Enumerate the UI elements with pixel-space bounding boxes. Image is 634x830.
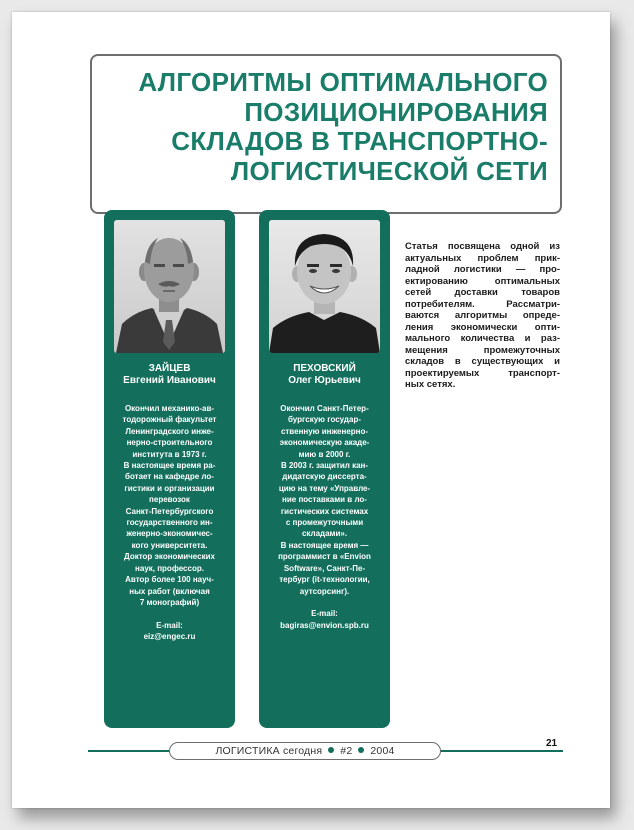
author-name <box>261 363 388 387</box>
bio-line: Окончил механико-ав- <box>124 404 215 413</box>
author-given-names: Олег Юрьевич <box>288 375 361 386</box>
bio-line: бургскую государ- <box>287 415 362 425</box>
bio-line: ных работ (включая <box>129 586 210 596</box>
bio-line: ние поставками в ло- <box>282 495 367 505</box>
abstract-line: сетей доставки товаров <box>405 287 560 298</box>
title-line: СКЛАДОВ В ТРАНСПОРТНО- <box>171 126 548 156</box>
article-title <box>138 68 548 186</box>
portrait-photo <box>269 220 380 353</box>
article-abstract <box>405 241 560 391</box>
author-photo-zaitsev <box>114 220 225 353</box>
abstract-line: Статья посвящена одной из <box>405 241 560 252</box>
bullet-icon <box>328 747 334 753</box>
bio-line: тодорожный факультет <box>122 415 217 425</box>
title-line: ЛОГИСТИЧЕСКОЙ СЕТИ <box>230 155 548 186</box>
bio-line: программист в «Envion <box>278 552 371 562</box>
issue-year: 2004 <box>370 745 395 757</box>
bio-line: тербург (it-технологии, <box>279 575 370 585</box>
magazine-page <box>12 12 610 808</box>
bio-line: наук, профессор. <box>135 563 204 573</box>
author-bio <box>263 403 386 631</box>
bio-line: ственную инженерно- <box>280 426 369 436</box>
bio-line: с промежуточными <box>285 518 364 528</box>
abstract-line: ваются алгоритмы опреде- <box>405 310 560 321</box>
abstract-line: складов в существующих и <box>405 356 560 367</box>
author-email: eiz@engec.ru <box>143 632 196 642</box>
bio-line: перевозок <box>149 495 190 505</box>
bio-line: дидатскую диссерта- <box>282 472 367 482</box>
bio-spacer <box>263 597 386 608</box>
author-card-zaitsev <box>104 210 235 728</box>
bio-line: В настоящее время ра- <box>123 461 216 471</box>
author-email: bagiras@envion.spb.ru <box>280 620 369 630</box>
bio-line: Ленинградского инже- <box>125 426 214 436</box>
bio-line: Санкт-Петербургского <box>125 506 214 516</box>
bio-line: мию в 2000 г. <box>298 449 351 459</box>
bio-line: цию на тему «Управле- <box>278 483 371 493</box>
bio-line: кого университета. <box>131 540 208 550</box>
issue-number: #2 <box>340 745 353 757</box>
bio-line: В настоящее время — <box>280 540 369 550</box>
bio-line: В 2003 г. защитил кан- <box>280 461 369 471</box>
bio-line: Доктор экономических <box>124 552 215 562</box>
bio-line: Окончил Санкт-Петер- <box>280 404 369 413</box>
email-label: E-mail: <box>156 620 183 630</box>
author-card-pekhovsky <box>259 210 390 728</box>
title-line: ПОЗИЦИОНИРОВАНИЯ <box>244 96 548 127</box>
title-line: АЛГОРИТМЫ ОПТИМАЛЬНОГО <box>138 67 548 97</box>
bio-line: института в 1973 г. <box>132 449 207 459</box>
bio-line: складами». <box>301 529 348 539</box>
bio-line: 7 монографий) <box>139 597 200 607</box>
author-bio <box>108 403 231 643</box>
bio-line: экономическую акаде- <box>279 438 370 448</box>
bio-line: Автор более 100 науч- <box>125 575 214 585</box>
author-name <box>106 363 233 387</box>
abstract-line: ладной логистики — про- <box>405 264 560 275</box>
abstract-line: потребителям. Рассматри- <box>405 298 560 310</box>
author-given-names: Евгений Иванович <box>123 375 216 386</box>
abstract-line: ектированию оптимальных <box>405 275 560 287</box>
abstract-line: проектируемых транспорт- <box>405 367 560 379</box>
bio-line: женерно-экономичес- <box>126 529 213 539</box>
title-frame <box>90 54 562 214</box>
bio-line: Software», Санкт-Пе- <box>283 563 366 573</box>
running-footer <box>169 742 441 760</box>
bio-line: государственного ин- <box>126 518 213 528</box>
abstract-line: ления экономически опти- <box>405 321 560 333</box>
bio-line: ботает на кафедре ло- <box>125 472 214 482</box>
author-surname: ЗАЙЦЕВ <box>148 363 191 374</box>
portrait-photo <box>114 220 225 353</box>
bullet-icon <box>358 747 364 753</box>
bio-line: нерно-строительного <box>126 438 213 448</box>
magazine-name: ЛОГИСТИКА сегодня <box>215 745 323 757</box>
bio-line: гистических системах <box>280 506 369 516</box>
author-photo-pekhovsky <box>269 220 380 353</box>
email-label: E-mail: <box>311 609 338 619</box>
page-number: 21 <box>546 738 558 749</box>
abstract-line: актуальных проблем прик- <box>405 252 560 264</box>
bio-line: аутсорсинг). <box>299 586 350 596</box>
abstract-line: мального количества и раз- <box>405 333 560 344</box>
abstract-line: мещения промежуточных <box>405 344 560 356</box>
bio-spacer <box>108 608 231 619</box>
abstract-line: ных сетях. <box>405 379 456 390</box>
bio-line: гистики и организации <box>124 483 215 493</box>
author-surname: ПЕХОВСКИЙ <box>293 363 356 374</box>
